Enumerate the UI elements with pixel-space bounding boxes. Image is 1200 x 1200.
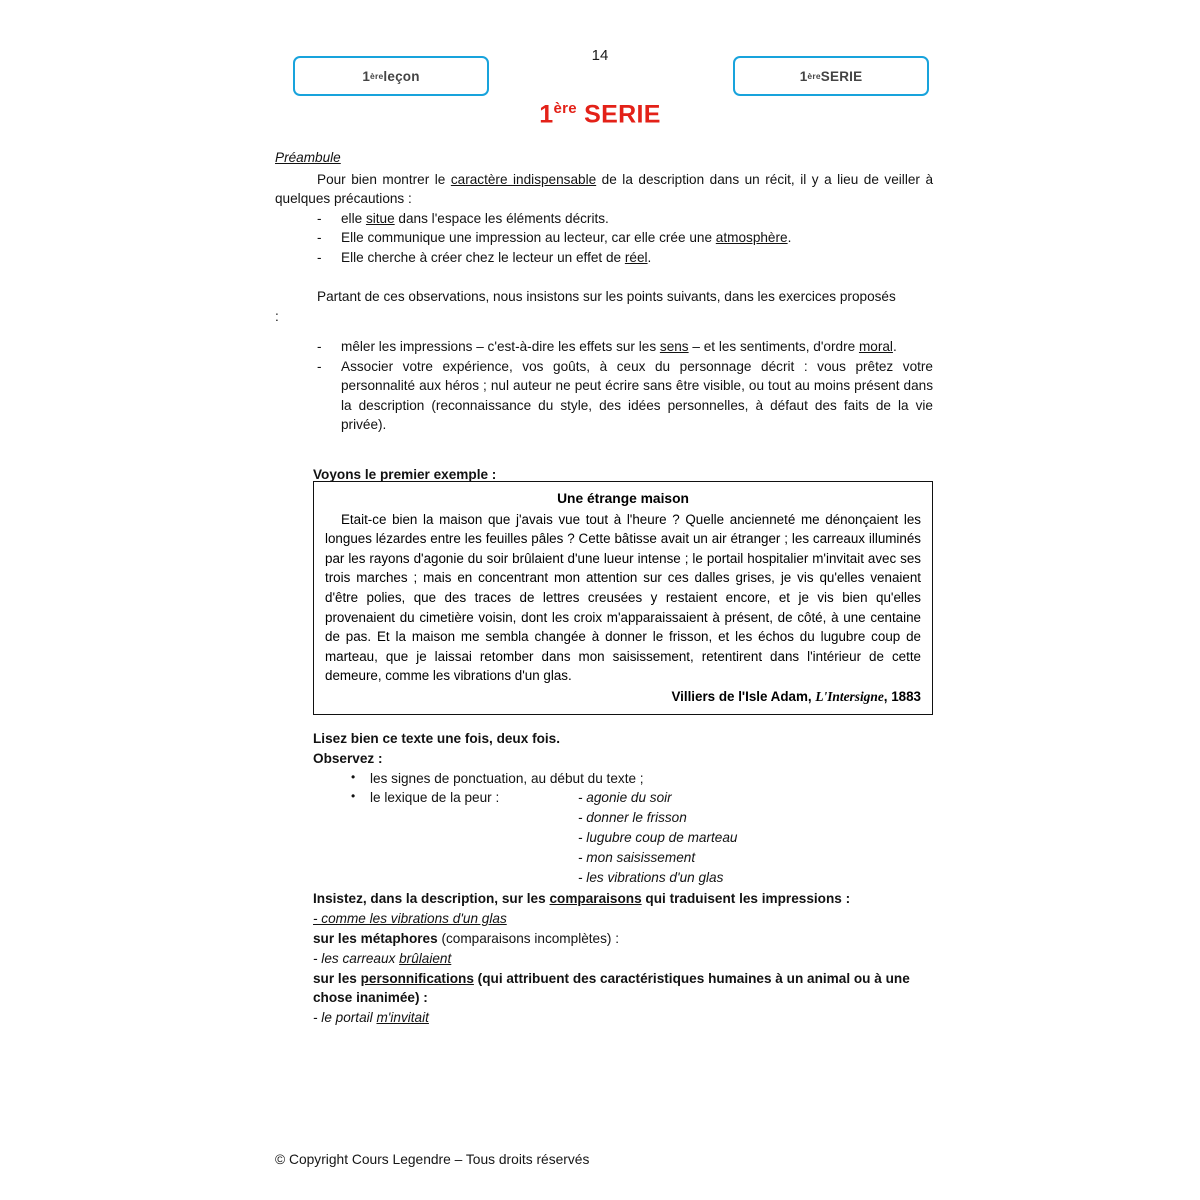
list-item: • les signes de ponctuation, au début du texte ; (313, 769, 933, 789)
transition-paragraph: Partant de ces observations, nous insistons sur les points suivants, dans les exercices proposés (317, 289, 896, 304)
insist-block (313, 889, 933, 1028)
page-header (0, 0, 1200, 129)
read-instruction: Lisez bien ce texte une fois, deux fois. (313, 731, 561, 746)
footer-copyright: © Copyright Cours Legendre – Tous droits réservés (275, 1152, 590, 1167)
preamble-point-list (275, 209, 933, 268)
preamble-heading: Préambule (275, 150, 341, 165)
observe-instruction: Observez : (313, 750, 383, 766)
seg: – et les sentiments, d'ordre (688, 339, 859, 354)
point-text-after: . (647, 249, 652, 265)
lexique-item: - les vibrations d'un glas (578, 869, 724, 885)
preamble-intro-before: Pour bien montrer le (317, 171, 451, 187)
exercise-section (313, 729, 933, 1028)
excerpt-source-year: , 1883 (883, 688, 921, 704)
example-intro-heading: Voyons le premier exemple : (313, 466, 497, 482)
list-item (275, 209, 933, 229)
example-text-a: - les carreaux (313, 950, 400, 966)
transition-colon: : (275, 308, 279, 324)
page-title-number: 1 (539, 100, 554, 129)
example-text-underlined: brûlaient (399, 950, 452, 966)
insist-person-b: (qui attribuent des caractéristiques humaines à un animal ou à une chose inanimée) : (313, 970, 910, 1006)
page-title (0, 100, 1200, 129)
list-item (275, 228, 933, 248)
lexique-item: - lugubre coup de marteau (578, 829, 738, 845)
insist-person-a: sur les (313, 970, 361, 986)
example-text-a: - le portail (313, 1010, 377, 1026)
list-item (275, 357, 933, 435)
seg-underlined: sens (659, 339, 689, 354)
serie-tag-badge[interactable] (733, 56, 929, 96)
lexique-item: - donner le frisson (578, 810, 687, 826)
lesson-tag-badge[interactable] (293, 56, 489, 96)
lexique-label: le lexique de la peur : (370, 790, 500, 806)
page-number: 14 (591, 47, 609, 64)
lexique-item: - mon saisissement (578, 849, 696, 865)
seg: . (892, 339, 897, 354)
lesson-tag-label: leçon (383, 68, 420, 84)
excerpt-title: Une étrange maison (557, 491, 689, 506)
excerpt-source (325, 687, 921, 707)
preamble-intro-after: de la description dans un récit, il y a lieu de veiller à quelques précautions : (275, 171, 933, 206)
seg: Associer votre expérience, vos goûts, à ceux du personnage décrit : vous prêtez votre personnalité aux héros ; nul auteur ne peut écrire sans être visible, ou tout au moins présent dans la description (reconnaissance du style, des idées personnelles, à défaut des faits de la vie privée). (341, 358, 933, 432)
example-text-underlined: m'invitait (376, 1010, 429, 1026)
list-item (275, 248, 933, 268)
point-text-before: elle (341, 210, 366, 226)
seg: mêler les impressions – c'est-à-dire les effets sur les (341, 339, 660, 354)
insist-text-a: Insistez, dans la description, sur les (313, 891, 550, 907)
insist-metaphors-bold: sur les métaphores (313, 930, 438, 946)
observe-bullet-list (313, 769, 933, 809)
insist-comparisons-heading (313, 889, 933, 909)
serie-tag-label: SERIE (820, 68, 863, 84)
serie-tag-superscript: ère (807, 71, 821, 81)
excerpt-source-work: L'Intersigne (815, 688, 884, 704)
excerpt-body: Etait-ce bien la maison que j'avais vue tout à l'heure ? Quelle ancienneté me dénonçaient les longues lézardes entre les feuilles pâles ? Cette bâtisse avait un air étranger ; les carreaux illuminés par les rayons d'agonie du soir brûlaient d'une lueur intense ; le portail hospitalier m'invitait avec ses trois marches ; mais en concentrant mon attention sur ces dalles grises, je vis qu'elles venaient d'être polies, que des traces de lettres creusées y restaient encore, et je vis bien qu'elles provenaient du cimetière voisin, dont les croix m'apparaissaient à présent, de côté, à une centaine de pas. Et la maison me sembla changée à donner le frisson, et les échos du lugubre coup de marteau, que je laissai retomber dans mon saisissement, retentirent dans l'intérieur de cette demeure, comme les vibrations d'un glas. (325, 511, 921, 684)
page-title-label: SERIE (576, 100, 661, 129)
transition-point-list (275, 337, 933, 435)
list-item (313, 788, 933, 808)
preamble-intro-paragraph (275, 170, 933, 209)
preamble-section (275, 148, 933, 267)
insist-text-underlined: comparaisons (549, 891, 642, 907)
document-body (275, 148, 933, 484)
point-text-before: Elle cherche à créer chez le lecteur un effet de (341, 249, 625, 265)
serie-tag-number: 1 (799, 68, 808, 84)
lexique-item: - agonie du soir (578, 790, 672, 806)
page-title-superscript: ère (553, 100, 577, 117)
excerpt-container (313, 481, 933, 715)
spacer (275, 267, 933, 287)
point-text-underlined: situe (365, 210, 395, 226)
list-item (275, 337, 933, 357)
excerpt-box (313, 481, 933, 715)
insist-metaphor-example (313, 949, 933, 969)
insist-person-underlined: personnifications (360, 970, 474, 986)
point-text-underlined: atmosphère (715, 230, 788, 245)
lesson-tag-superscript: ère (370, 71, 384, 81)
preamble-intro-underlined: caractère indispensable (450, 171, 597, 187)
insist-personifications-heading (313, 969, 933, 1009)
insist-metaphors-heading (313, 929, 933, 949)
transition-section (275, 287, 933, 435)
insist-personification-example (313, 1008, 933, 1028)
spacer (275, 326, 933, 337)
lesson-tag-number: 1 (362, 68, 371, 84)
point-text-before: Elle communique une impression au lecteur, car elle crée une (341, 230, 716, 245)
seg-underlined: moral (858, 339, 893, 354)
excerpt-source-author: Villiers de l'Isle Adam, (671, 688, 816, 704)
point-text-underlined: réel (624, 249, 648, 265)
insist-text-b: qui traduisent les impressions : (641, 891, 851, 907)
point-text-after: . (787, 230, 792, 245)
point-text-after: dans l'espace les éléments décrits. (394, 210, 609, 226)
spacer (275, 435, 933, 465)
insist-comparison-example: - comme les vibrations d'un glas (313, 911, 507, 927)
insist-metaphors-rest: (comparaisons incomplètes) : (437, 930, 619, 946)
